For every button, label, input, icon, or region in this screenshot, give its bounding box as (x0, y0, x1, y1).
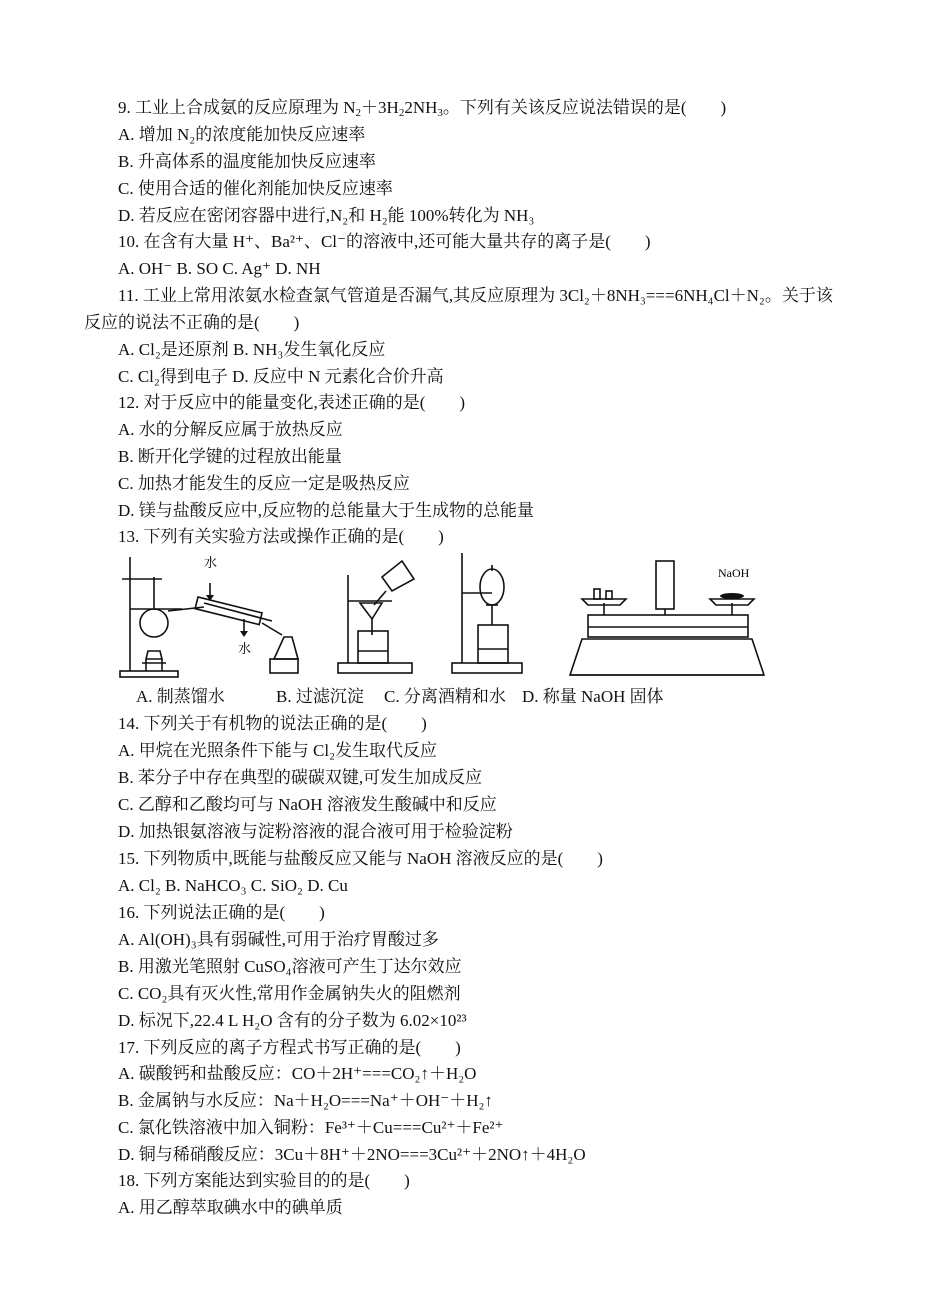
q9-stem-part: ＋3H (361, 98, 399, 117)
q13-caption-d: D. 称量 NaOH 固体 (522, 687, 664, 706)
q15-stem: 15. 下列物质中,既能与盐酸反应又能与 NaOH 溶液反应的是( ) (118, 849, 603, 868)
q9-option-a: A. 增加 N₂的浓度能加快反应速率 (118, 125, 366, 144)
q11-stem: 11. 工业上常用浓氨水检查氯气管道是否漏气,其反应原理为 3Cl₂＋8NH₃===6NH₄Cl＋N₂。关于该 (118, 286, 833, 305)
q16-option-b: B. 用激光笔照射 CuSO₄溶液可产生丁达尔效应 (118, 957, 462, 976)
q13-caption-b: B. 过滤沉淀 (276, 687, 364, 706)
q9-stem-part: 。下列有关该反应说法错误的是( ) (442, 98, 727, 117)
q16-option-d: D. 标况下,22.4 L H₂O 含有的分子数为 6.02×10²³ (118, 1011, 467, 1030)
balance-figure (564, 547, 774, 682)
q14-option-c: C. 乙醇和乙酸均可与 NaOH 溶液发生酸碱中和反应 (118, 795, 497, 814)
q10-options: A. OH⁻ B. SO C. Ag⁺ D. NH (118, 259, 321, 278)
water-out-label: 水 (238, 642, 252, 657)
q9-option-d: D. 若反应在密闭容器中进行,N₂和 H₂能 100%转化为 NH₃ (118, 206, 535, 225)
distillation-apparatus-figure (112, 547, 322, 682)
water-in-label: 水 (204, 556, 218, 571)
q11-options-cd: C. Cl₂得到电子 D. 反应中 N 元素化合价升高 (118, 367, 444, 386)
q16-stem: 16. 下列说法正确的是( ) (118, 903, 325, 922)
separating-funnel-figure (448, 547, 548, 682)
q13-apparatus-figures (112, 547, 772, 682)
q16-option-c: C. CO₂具有灭火性,常用作金属钠失火的阻燃剂 (118, 984, 461, 1003)
q12-option-b: B. 断开化学键的过程放出能量 (118, 447, 342, 466)
q17-stem: 17. 下列反应的离子方程式书写正确的是( ) (118, 1038, 461, 1057)
q9-stem: 9. 工业上合成氨的反应原理为 $N_2+3H_22NH_3$。下列有关该反应说法错误的是( ) (118, 98, 727, 119)
q13-stem: 13. 下列有关实验方法或操作正确的是( ) (118, 527, 444, 546)
q17-option-d: D. 铜与稀硝酸反应：3Cu＋8H⁺＋2NO===3Cu²⁺＋2NO↑＋4H₂O (118, 1145, 586, 1164)
q14-option-d: D. 加热银氨溶液与淀粉溶液的混合液可用于检验淀粉 (118, 822, 513, 841)
q13-caption-c: C. 分离酒精和水 (384, 687, 506, 706)
q9-option-b: B. 升高体系的温度能加快反应速率 (118, 152, 376, 171)
filtration-apparatus-figure (332, 547, 432, 682)
q17-option-c: C. 氯化铁溶液中加入铜粉：Fe³⁺＋Cu===Cu²⁺＋Fe²⁺ (118, 1118, 504, 1137)
q9-stem-part: 9. 工业上合成氨的反应原理为 N (118, 98, 356, 117)
q18-option-a: A. 用乙醇萃取碘水中的碘单质 (118, 1198, 343, 1217)
q12-option-d: D. 镁与盐酸反应中,反应物的总能量大于生成物的总能量 (118, 501, 535, 520)
q16-option-a: A. Al(OH)₃具有弱碱性,可用于治疗胃酸过多 (118, 930, 439, 949)
q17-option-b: B. 金属钠与水反应：Na＋H₂O===Na⁺＋OH⁻＋H₂↑ (118, 1091, 493, 1110)
q9-option-c: C. 使用合适的催化剂能加快反应速率 (118, 179, 393, 198)
q14-stem: 14. 下列关于有机物的说法正确的是( ) (118, 714, 427, 733)
q10-stem: 10. 在含有大量 H⁺、Ba²⁺、Cl⁻的溶液中,还可能大量共存的离子是( ) (118, 232, 651, 251)
q14-option-a: A. 甲烷在光照条件下能与 Cl₂发生取代反应 (118, 741, 438, 760)
q11-options-ab: A. Cl₂是还原剂 B. NH₃发生氧化反应 (118, 340, 386, 359)
q12-option-c: C. 加热才能发生的反应一定是吸热反应 (118, 474, 410, 493)
q13-caption-a: A. 制蒸馏水 (136, 687, 225, 706)
q15-options: A. Cl₂ B. NaHCO₃ C. SiO₂ D. Cu (118, 876, 348, 895)
q14-option-b: B. 苯分子中存在典型的碳碳双键,可发生加成反应 (118, 768, 483, 787)
q18-stem: 18. 下列方案能达到实验目的的是( ) (118, 1171, 410, 1190)
q17-option-a: A. 碳酸钙和盐酸反应：CO＋2H⁺===CO₂↑＋H₂O (118, 1064, 477, 1083)
q12-option-a: A. 水的分解反应属于放热反应 (118, 420, 343, 439)
naoh-label: NaOH (718, 566, 750, 580)
q11-stem-cont: 反应的说法不正确的是( ) (84, 313, 300, 332)
q12-stem: 12. 对于反应中的能量变化,表述正确的是( ) (118, 393, 466, 412)
q9-stem-part: 2NH (404, 98, 438, 117)
